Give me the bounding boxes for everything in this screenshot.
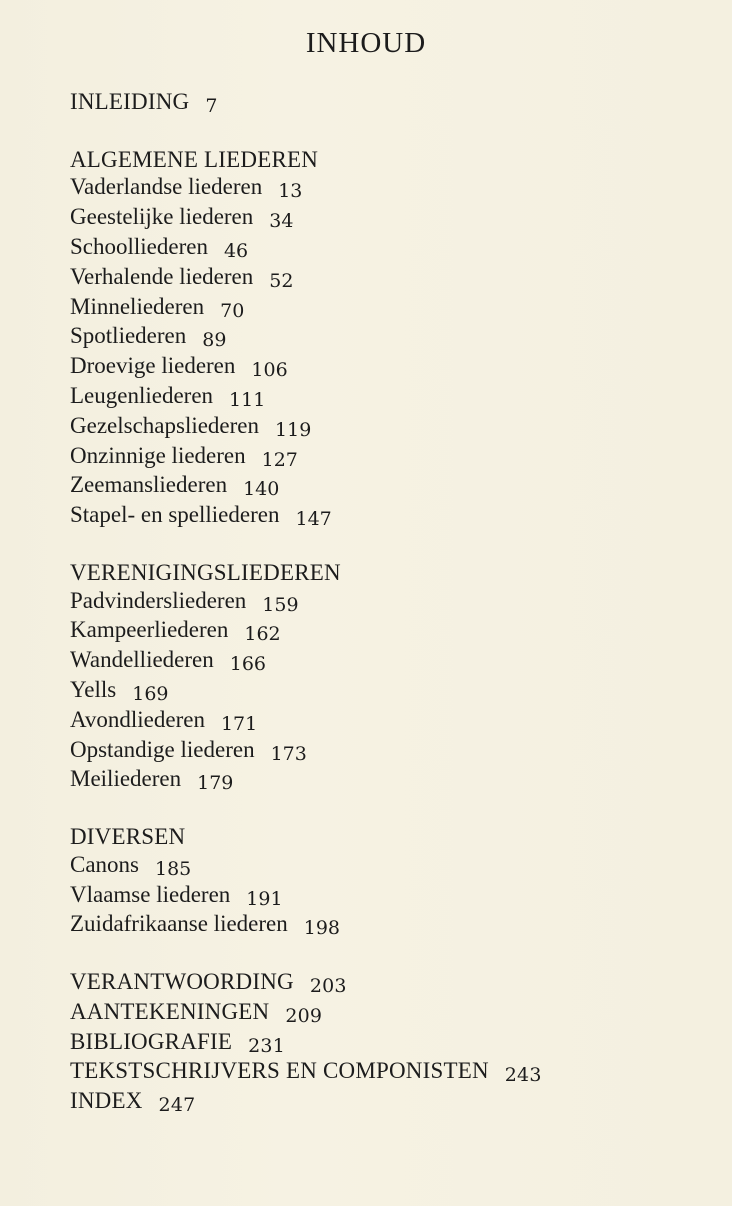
toc-entry (70, 736, 710, 766)
toc-entry-label: Geestelijke liederen (70, 204, 254, 230)
page-title: INHOUD (305, 27, 427, 59)
toc-page-number: 179 (197, 772, 234, 795)
toc-entry-label: INDEX (70, 1088, 143, 1114)
toc-entry-label: Yells (70, 676, 117, 702)
toc-entry (70, 1057, 710, 1087)
toc-page-number: 162 (244, 623, 281, 646)
section-spacer (70, 118, 710, 146)
toc-page-number: 119 (275, 418, 312, 441)
toc-entry-label: BIBLIOGRAFIE (70, 1028, 233, 1054)
toc-page-number: 231 (248, 1034, 285, 1057)
toc-page-number: 198 (303, 917, 341, 940)
toc-entry (70, 501, 710, 531)
toc-page-number: 52 (269, 269, 294, 292)
section-spacer (70, 940, 710, 968)
toc-page-number: 70 (220, 299, 245, 322)
toc-page-number: 140 (243, 478, 280, 501)
toc-entry (70, 442, 710, 472)
toc-entry-label: AANTEKENINGEN (70, 998, 270, 1024)
toc-entry (70, 382, 710, 412)
toc-entry (70, 998, 710, 1028)
toc-page-number: 191 (246, 887, 283, 910)
toc-entry (70, 881, 710, 911)
section-spacer (70, 795, 710, 823)
toc-page-number: 169 (132, 682, 169, 705)
toc-entry-label: Verhalende liederen (70, 263, 254, 289)
toc-page-number: 89 (202, 329, 227, 352)
toc-entry (70, 203, 710, 233)
toc-page-number: 209 (285, 1004, 323, 1027)
toc-entry (70, 233, 710, 263)
toc-entry-label: Leugenliederen (70, 382, 214, 408)
toc-page-number: 173 (270, 742, 307, 765)
toc-entry-label: Zuidafrikaanse liederen (70, 911, 288, 937)
toc-entry-label: Canons (70, 851, 139, 877)
toc-page-number: 203 (309, 974, 347, 997)
toc-page-number: 247 (158, 1094, 196, 1117)
toc-entry (70, 1028, 710, 1058)
section-heading-verenigingsliederen: VERENIGINGSLIEDEREN (70, 559, 341, 585)
toc-page-number: 171 (220, 712, 258, 735)
toc-entry-label: Minneliederen (70, 293, 205, 319)
toc-page-number: 166 (229, 653, 267, 676)
toc-page-number: 111 (229, 388, 266, 411)
toc-page-number: 147 (295, 508, 332, 531)
toc-entry (70, 471, 710, 501)
toc-entry (70, 412, 710, 442)
toc-entry-label: Meiliederen (70, 766, 182, 792)
toc-entry (70, 616, 710, 646)
toc-entry-label: Onzinnige liederen (70, 442, 246, 468)
toc-entry-label: Vlaamse liederen (70, 881, 231, 907)
toc-entry (70, 851, 710, 881)
toc-entry-label: Padvindersliederen (70, 587, 247, 613)
section-heading-algemene-liederen: ALGEMENE LIEDEREN (70, 146, 319, 172)
toc-entry (70, 646, 710, 676)
toc-entry (70, 173, 710, 203)
toc-entry-label: Spotliederen (70, 323, 187, 349)
toc-page-number: 7 (205, 95, 218, 117)
toc-entry-label: INLEIDING (70, 89, 190, 114)
toc-entry-label: Droevige liederen (70, 353, 236, 379)
toc-entry (70, 322, 710, 352)
toc-entry (70, 968, 710, 998)
toc-page-number: 127 (261, 448, 298, 471)
toc-page-number: 106 (251, 359, 288, 382)
section-diversen (70, 851, 710, 940)
section-spacer (70, 531, 710, 559)
toc-entry (70, 910, 710, 940)
toc-page-number: 185 (155, 857, 192, 880)
toc-entry-label: Schoolliederen (70, 233, 208, 259)
toc-page-number: 13 (278, 180, 303, 203)
toc-entry (70, 1087, 710, 1117)
toc-entry-label: Gezelschapsliederen (70, 412, 260, 438)
toc-entry (70, 765, 710, 795)
table-of-contents (70, 88, 710, 1117)
toc-entry-label: TEKSTSCHRIJVERS EN COMPONISTEN (70, 1058, 489, 1084)
toc-page-number: 243 (504, 1064, 542, 1087)
toc-entry-label: Kampeerliederen (70, 617, 229, 643)
toc-page-number: 46 (223, 239, 249, 262)
toc-entry (70, 293, 710, 323)
toc-entry (70, 676, 710, 706)
section-heading-diversen: DIVERSEN (70, 823, 186, 849)
section-back-matter (70, 968, 710, 1117)
toc-entry (70, 706, 710, 736)
toc-entry (70, 587, 710, 617)
toc-entry-label: Wandelliederen (70, 647, 214, 673)
section-algemene-liederen (70, 173, 710, 531)
toc-entry-label: Avondliederen (70, 706, 205, 732)
toc-entry-label: VERANTWOORDING (70, 968, 294, 994)
section-verenigingsliederen (70, 587, 710, 796)
toc-entry-inleiding (70, 88, 710, 118)
toc-entry-label: Zeemansliederen (70, 472, 228, 498)
toc-entry-label: Stapel- en spelliederen (70, 502, 280, 528)
toc-entry (70, 263, 710, 293)
toc-page-number: 34 (269, 210, 294, 233)
toc-entry-label: Opstandige liederen (70, 736, 255, 762)
toc-entry (70, 352, 710, 382)
toc-entry-label: Vaderlandse liederen (70, 174, 263, 200)
toc-page-number: 159 (262, 593, 299, 616)
